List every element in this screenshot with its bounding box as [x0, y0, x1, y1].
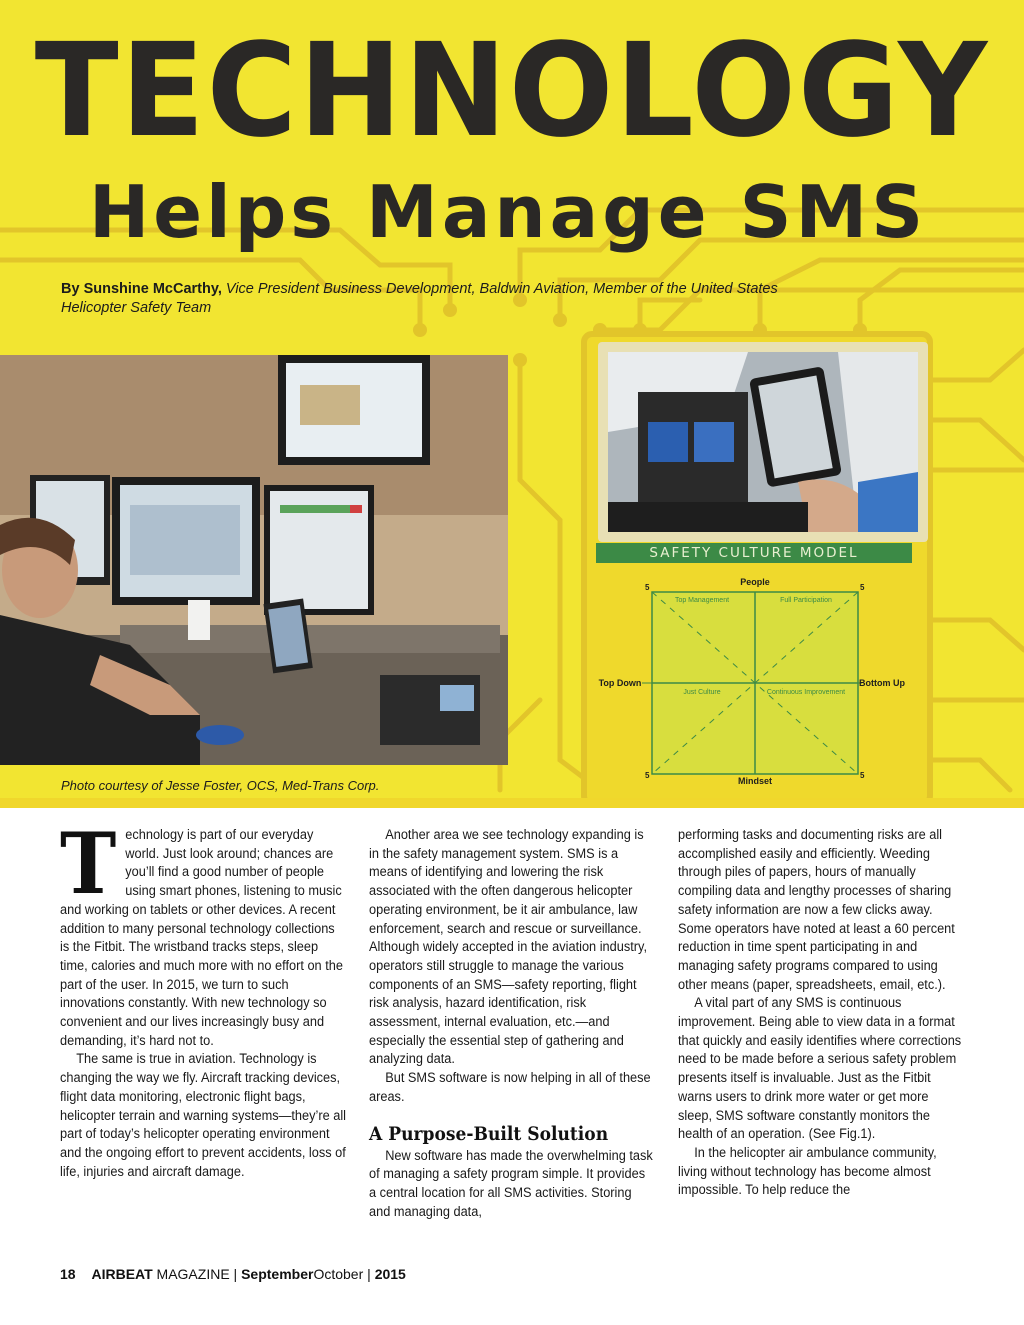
safety-model-banner: SAFETY CULTURE MODEL — [596, 543, 912, 563]
article-paragraph: New software has made the overwhelming task of managing a safety program simple. It provides a central location for all SMS activities. Storing and managing data, — [369, 1147, 653, 1220]
article-column-2 — [369, 826, 655, 1221]
issue-year: 2015 — [374, 1266, 406, 1282]
article-paragraph: In the helicopter air ambulance community, living without technology has become almost impossible. To help reduce the — [678, 1144, 937, 1199]
hero-bottom-stripe — [0, 798, 1024, 808]
article-paragraph: The same is true in aviation. Technology is changing the way we fly. Aircraft tracking devices, flight data monitoring, electronic flight bags, helicopter terrain and warning systems—they’re all part of today’s helicopter operating environment and the ongoing effort to prevent accidents, loss of life, injuries and aircraft damage. — [60, 1051, 347, 1180]
article-paragraph — [60, 814, 346, 1050]
byline-role: Vice President Business Development, Baldwin Aviation, Member of the United States Helicopter Safety Team — [61, 281, 778, 316]
model-quadrant-3: Just Culture — [683, 689, 721, 696]
control-room-photo — [0, 355, 508, 765]
page-footer — [60, 1266, 406, 1282]
article-paragraph: Another area we see technology expanding is in the safety management system. SMS is a means of identifying and lowering the risk associated with the often dangerous helicopter operating environment, be it air ambulance, law enforcement, search and rescue or surveillance. Although widely accepted in the aviation industry, operators still struggle to manage the various components of an SMS—safety reporting, flight risk analysis, hazard identification, risk assessment, internal evaluation, etc.—and especially the essential step of gathering and analyzing data. — [369, 827, 648, 1068]
issue-month-2: October — [313, 1266, 364, 1282]
cockpit-illustration — [608, 352, 918, 532]
model-right-label: Bottom Up — [859, 678, 905, 688]
cockpit-photo — [598, 342, 928, 542]
article-column-3 — [678, 826, 964, 1200]
article-paragraph: But SMS software is now helping in all of these areas. — [369, 1070, 651, 1105]
magazine-label: MAGAZINE | — [152, 1266, 242, 1282]
section-heading: A Purpose-Built Solution — [369, 1122, 609, 1145]
paragraph-text: echnology is part of our everyday world. Just look around; chances are you’ll find a good number of people using smart phones, listening to music and working on tablets or other devices. A recent addition to many personal technology collections is the Fitbit. The wristband tracks steps, sleep time, calories and much more with no effort on the part of the user. In 2015, we turn to such innovations constantly. With new technology so convenient and our lives increasingly busy and demanding, it’s hard not to. — [60, 827, 343, 1049]
control-room-illustration — [0, 355, 508, 765]
model-quadrant-2: Full Participation — [780, 597, 832, 604]
model-corner-tr: 5 — [860, 583, 865, 592]
article-paragraph: A vital part of any SMS is continuous improvement. Being able to view data in a format that quickly and easily identifies where corrections need to be made before a serious safety problem presents itself is invaluable. Just as the Fitbit warns users to drink more water or get more sleep, SMS software constantly monitors the health of an operation. (See Fig.1). — [678, 995, 962, 1143]
model-quadrant-4: Continuous Improvement — [766, 689, 846, 696]
issue-month-1: September — [241, 1266, 314, 1282]
model-top-label: People — [740, 577, 770, 587]
model-quadrant-1: Top Management — [674, 597, 730, 604]
model-corner-bl: 5 — [645, 771, 650, 780]
safety-culture-model-chart — [592, 566, 922, 792]
footer-separator: | — [363, 1266, 375, 1282]
model-corner-br: 5 — [860, 771, 865, 780]
article-paragraph: performing tasks and documenting risks are all accomplished easily and efficiently. Weeding through piles of papers, hours of manually compiling data and lengthy processes of sharing safety information are now a few clicks away. Some operators have noted at least a 60 percent reduction in time spent participating in and managing safety programs compared to using other means (paper, spreadsheets, email, etc.). — [678, 827, 955, 993]
model-left-label: Top Down — [598, 678, 642, 688]
page-number: 18 — [60, 1266, 76, 1282]
byline-author: By Sunshine McCarthy, — [61, 281, 222, 297]
article-subtitle: Helps Manage SMS — [88, 170, 928, 254]
byline — [61, 280, 801, 318]
model-corner-tl: 5 — [645, 583, 650, 592]
model-bottom-label: Mindset — [737, 776, 773, 786]
magazine-brand: AIRBEAT — [91, 1266, 153, 1282]
drop-cap: T — [60, 814, 117, 913]
article-column-1 — [60, 814, 347, 1181]
photo-credit: Photo courtesy of Jesse Foster, OCS, Med-Trans Corp. — [61, 778, 380, 793]
article-title: TECHNOLOGY — [34, 16, 990, 167]
